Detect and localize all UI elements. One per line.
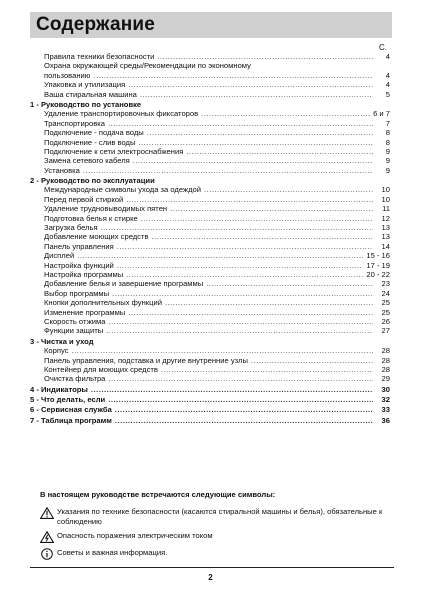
toc-page-number: 36 — [381, 415, 390, 425]
toc-section-row — [30, 385, 390, 394]
toc-section-row — [30, 176, 390, 185]
toc-entry-row — [30, 138, 390, 147]
toc-page-number: 33 — [381, 405, 390, 415]
toc-entry-row — [30, 232, 390, 241]
toc-entry-row — [30, 128, 390, 137]
legend-text-electric: Опасность поражения электрическим током — [57, 531, 213, 541]
toc-entry-text: Функции защиты — [44, 326, 104, 336]
toc-entry-text: Подготовка белья к стирке — [44, 213, 138, 223]
toc-entry-row — [30, 71, 390, 80]
toc-page-number: 4 — [385, 80, 390, 90]
toc-entry-row — [30, 61, 390, 70]
toc-entry-text: 6 - Сервисная служба — [30, 405, 112, 415]
bottom-rule — [30, 567, 394, 568]
toc-page-number: 29 — [381, 374, 390, 384]
toc-page-number: 25 — [381, 298, 390, 308]
toc-leader-dots — [115, 405, 373, 414]
toc-entry-text: Международные символы ухода за одеждой — [44, 185, 201, 195]
page-column-header: С. — [379, 43, 387, 52]
toc-page-number: 11 — [382, 204, 390, 214]
toc-page-number: 15 - 16 — [366, 251, 390, 261]
toc-leader-dots — [170, 204, 373, 213]
toc-page-number: 28 — [381, 346, 390, 356]
toc-entry-row — [30, 52, 390, 61]
toc-leader-dots — [128, 308, 373, 317]
toc-page-number: 8 — [385, 137, 390, 147]
toc-leader-dots — [108, 317, 373, 326]
toc-page-number: 9 — [385, 165, 390, 175]
toc-page-number: 5 — [385, 89, 390, 99]
toc-entry-text: Добавление белья и завершение программы — [44, 279, 204, 289]
toc-entry-row — [30, 289, 390, 298]
toc-leader-dots — [140, 90, 373, 99]
toc-entry-row — [30, 166, 390, 175]
toc-entry-text: Упаковка и утилизация — [44, 80, 126, 90]
toc-entry-row — [30, 326, 390, 335]
toc-page-number: 14 — [381, 241, 390, 251]
toc-page-number: 7 — [385, 118, 390, 128]
legend-title: В настоящем руководстве встречаются следующие символы: — [40, 490, 276, 499]
toc-entry-text: Загрузка белья — [44, 223, 98, 233]
toc-page-number: 32 — [381, 395, 390, 405]
toc-entry-row — [30, 242, 390, 251]
toc-entry-row — [30, 80, 390, 89]
toc-leader-dots — [91, 385, 373, 394]
toc-entry-text: Перед первой стиркой — [44, 194, 124, 204]
toc-page-number: 10 — [381, 185, 390, 195]
toc-leader-dots — [161, 365, 373, 374]
toc-entry-text: пользованию — [44, 70, 91, 80]
toc-entry-row — [30, 279, 390, 288]
toc-section-row — [30, 395, 390, 404]
toc-page-number: 23 — [381, 279, 390, 289]
toc-entry-text: Выбор программы — [44, 288, 110, 298]
toc-entry-row — [30, 308, 390, 317]
toc-leader-dots — [101, 223, 373, 232]
toc-entry-text: Подключение - слив воды — [44, 137, 136, 147]
toc-entry-row — [30, 109, 390, 118]
toc-page-number: 13 — [381, 223, 390, 233]
toc-entry-row — [30, 185, 390, 194]
toc-leader-dots — [204, 185, 373, 194]
toc-entry-text: Настройка функций — [44, 260, 114, 270]
toc-entry-row — [30, 147, 390, 156]
toc-entry-row — [30, 346, 390, 355]
toc-entry-text: Удаление транспортировочных фиксаторов — [44, 109, 199, 119]
toc-entry-row — [30, 374, 390, 383]
toc-entry-text: Замена сетевого кабеля — [44, 156, 130, 166]
toc-leader-dots — [147, 128, 373, 137]
toc-entry-text: Настройка программы — [44, 269, 124, 279]
toc-page-number: 10 — [381, 194, 390, 204]
toc-entry-text: Ваша стиральная машина — [44, 89, 137, 99]
toc-entry-text: 3 - Чистка и уход — [30, 336, 94, 346]
toc-entry-text: Корпус — [44, 346, 69, 356]
toc-section-row — [30, 337, 390, 346]
toc-entry-text: Установка — [44, 165, 80, 175]
toc-leader-dots — [93, 71, 373, 80]
toc-entry-row — [30, 317, 390, 326]
toc-page-number: 27 — [381, 326, 390, 336]
toc-page-number: 9 — [385, 146, 390, 156]
toc-leader-dots — [126, 270, 363, 279]
toc-entry-text: Удаление трудновыводимых пятен — [44, 204, 168, 214]
toc-page-number: 24 — [381, 288, 390, 298]
toc-leader-dots — [165, 298, 373, 307]
toc-section-row — [30, 405, 390, 414]
toc-entry-text: Скорость отжима — [44, 316, 106, 326]
toc-page-number: 17 - 19 — [366, 260, 390, 270]
toc-entry-row — [30, 204, 390, 213]
toc-entry-row — [30, 251, 390, 260]
toc-entry-text: 1 - Руководство по установке — [30, 99, 142, 109]
toc-leader-dots — [126, 195, 373, 204]
toc-page-number: 28 — [381, 355, 390, 365]
toc-leader-dots — [108, 119, 373, 128]
toc-entry-row — [30, 270, 390, 279]
warning-triangle-icon — [40, 507, 54, 519]
title-bar — [30, 12, 392, 38]
toc-leader-dots — [117, 261, 364, 270]
page-number: 2 — [208, 573, 213, 582]
legend-text-info: Советы и важная информация. — [57, 548, 168, 558]
toc-entry-text: Дисплей — [44, 251, 75, 261]
toc-entry-row — [30, 195, 390, 204]
toc-leader-dots — [106, 326, 373, 335]
toc-entry-text: 4 - Индикаторы — [30, 384, 88, 394]
legend-item-info — [40, 548, 390, 560]
toc-leader-dots — [112, 289, 373, 298]
toc-leader-dots — [186, 147, 373, 156]
toc-entry-row — [30, 261, 390, 270]
toc-entry-text: Изменение программы — [44, 307, 126, 317]
legend-text-warning: Указания по технике безопасности (касаются стиральной машины и белья), обязательные к соблюдению — [57, 507, 383, 526]
toc-leader-dots — [157, 52, 373, 61]
toc-page-number: 4 — [385, 70, 390, 80]
page-title: Содержание — [36, 14, 156, 35]
toc-entry-text: Добавление моющих средств — [44, 232, 149, 242]
toc-leader-dots — [251, 356, 373, 365]
toc-entry-row — [30, 156, 390, 165]
table-of-contents — [30, 52, 390, 425]
toc-entry-row — [30, 119, 390, 128]
electric-shock-icon — [40, 531, 54, 543]
toc-leader-dots — [128, 80, 373, 89]
toc-entry-row — [30, 356, 390, 365]
toc-leader-dots — [151, 232, 373, 241]
toc-entry-row — [30, 298, 390, 307]
toc-entry-text: Охрана окружающей среды/Рекомендации по экономному — [44, 61, 251, 71]
toc-leader-dots — [141, 214, 373, 223]
toc-page-number: 20 - 22 — [366, 269, 390, 279]
toc-page-number: 12 — [381, 213, 390, 223]
toc-entry-text: 5 - Что делать, если — [30, 395, 106, 405]
toc-section-row — [30, 100, 390, 109]
toc-entry-row — [30, 223, 390, 232]
toc-leader-dots — [115, 416, 373, 425]
toc-entry-row — [30, 90, 390, 99]
toc-section-row — [30, 416, 390, 425]
toc-entry-text: 7 - Таблица программ — [30, 415, 112, 425]
toc-leader-dots — [108, 374, 373, 383]
toc-leader-dots — [138, 138, 373, 147]
toc-leader-dots — [83, 166, 373, 175]
toc-entry-text: Транспортировка — [44, 118, 105, 128]
info-icon — [40, 548, 54, 560]
toc-entry-text: Подключение - подача воды — [44, 128, 144, 138]
toc-leader-dots — [108, 395, 373, 404]
legend-item-warning — [40, 507, 390, 526]
toc-leader-dots — [206, 279, 373, 288]
toc-page-number: 28 — [381, 364, 390, 374]
toc-entry-text: Очистка фильтра — [44, 374, 106, 384]
symbols-legend — [40, 490, 390, 565]
toc-page-number: 6 и 7 — [373, 109, 390, 119]
toc-entry-text: Контейнер для моющих средств — [44, 364, 158, 374]
toc-page-number: 4 — [385, 52, 390, 61]
toc-entry-row — [30, 365, 390, 374]
toc-leader-dots — [77, 251, 363, 260]
toc-entry-text: 2 - Руководство по эксплуатации — [30, 176, 155, 186]
toc-entry-text: Кнопки дополнительных функций — [44, 298, 162, 308]
toc-page-number: 30 — [381, 384, 390, 394]
toc-page-number: 25 — [381, 307, 390, 317]
toc-entry-text: Панель управления, подставка и другие внутренние узлы — [44, 355, 248, 365]
toc-entry-row — [30, 214, 390, 223]
toc-page-number: 13 — [381, 232, 390, 242]
toc-entry-text: Панель управления — [44, 241, 114, 251]
toc-leader-dots — [201, 109, 370, 118]
legend-item-electric — [40, 531, 390, 543]
toc-entry-text: Правила техники безопасности — [44, 52, 155, 61]
toc-page-number: 9 — [385, 156, 390, 166]
toc-page-number: 8 — [385, 128, 390, 138]
toc-leader-dots — [133, 156, 373, 165]
toc-entry-text: Подключение к сети электроснабжения — [44, 146, 184, 156]
toc-leader-dots — [117, 242, 373, 251]
toc-leader-dots — [72, 346, 374, 355]
toc-page-number: 26 — [381, 316, 390, 326]
